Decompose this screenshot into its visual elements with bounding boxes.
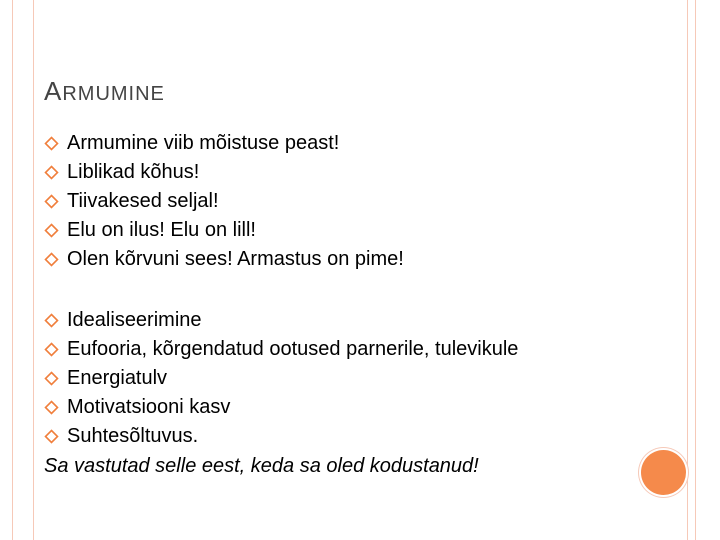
diamond-outline-icon (44, 165, 59, 180)
list-item (44, 245, 404, 274)
diamond-outline-icon (44, 429, 59, 444)
list-item-text: Idealiseerimine (67, 309, 202, 331)
list-item (44, 306, 518, 335)
diamond-outline-icon (44, 342, 59, 357)
list-item-text: Energiatulv (67, 367, 168, 389)
slide-title (44, 76, 165, 107)
diamond-outline-icon (44, 136, 59, 151)
list-item-text: Suhtesõltuvus. (67, 425, 199, 447)
list-item (44, 422, 518, 451)
list-item-text: Liblikad kõhus! (67, 161, 200, 183)
list-item (44, 158, 404, 187)
list-item (44, 129, 404, 158)
list-item-text: Armumine viib mõistuse peast! (67, 132, 340, 154)
list-item (44, 393, 518, 422)
diamond-outline-icon (44, 400, 59, 415)
list-item-text: Eufooria, kõrgendatud ootused parnerile, tulevikule (67, 338, 519, 360)
list-item-text: Tiivakesed seljal! (67, 190, 219, 212)
diamond-outline-icon (44, 223, 59, 238)
list-item-text: Motivatsiooni kasv (67, 396, 231, 418)
decorative-orb (641, 450, 686, 495)
list-item (44, 187, 404, 216)
slide-title-initial: A (44, 76, 63, 106)
diamond-outline-icon (44, 194, 59, 209)
list-item (44, 335, 518, 364)
closing-quote: Sa vastutad selle eest, keda sa oled kodustanud! (44, 455, 479, 477)
list-item (44, 364, 518, 393)
bullet-list-1 (44, 129, 404, 274)
diamond-outline-icon (44, 371, 59, 386)
list-item-text: Elu on ilus! Elu on lill! (67, 219, 256, 241)
diamond-outline-icon (44, 313, 59, 328)
bullet-list-2 (44, 306, 518, 451)
list-item-text: Olen kõrvuni sees! Armastus on pime! (67, 248, 404, 270)
slide-title-rest: RMUMINE (62, 83, 165, 105)
diamond-outline-icon (44, 252, 59, 267)
list-item (44, 216, 404, 245)
